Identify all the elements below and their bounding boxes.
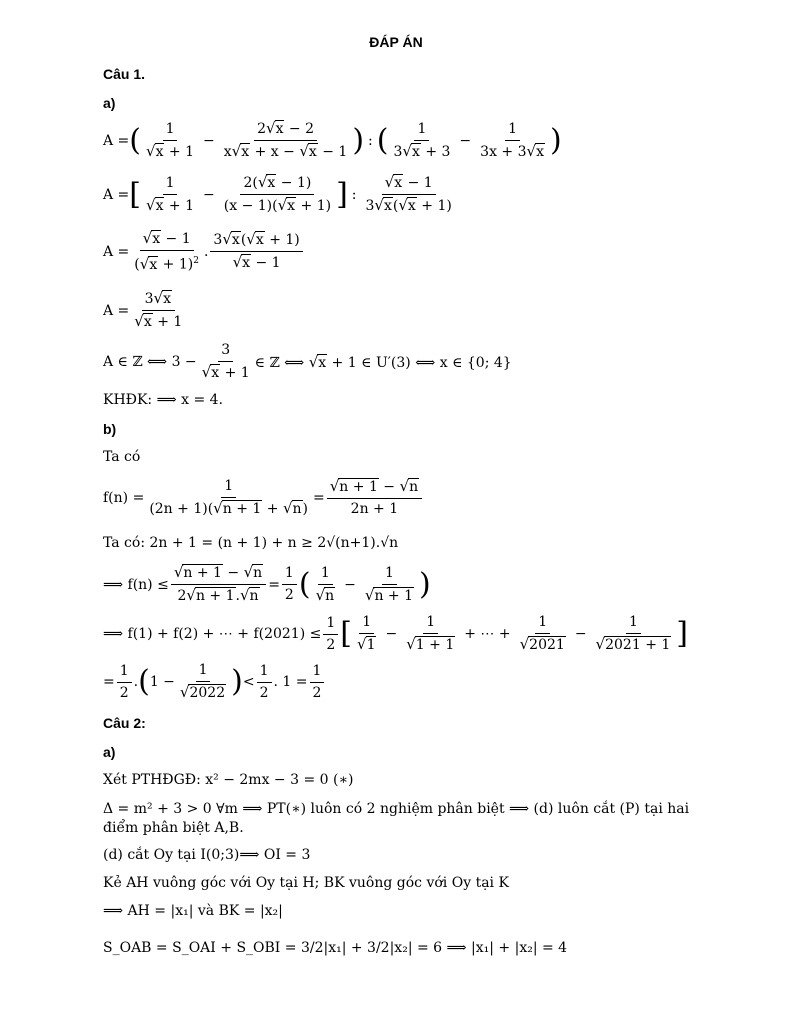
equation-a-step-2: A = [ 1 √ x + 1 − 2( √ x − 1) (x − 1)( √ x + 1) ] : √ x − 1 3 √ x ( √ x + 1) <box>103 173 452 214</box>
ta-co-inequality: Ta có: 2n + 1 = (n + 1) + n ≥ 2√(n+1).√n <box>103 535 399 551</box>
question-1-part-b: b) <box>103 421 117 437</box>
equation-a-result: A = 3 √ x √ x + 1 <box>103 289 183 330</box>
pthdgd-line: Xét PTHĐGĐ: x² − 2mx − 3 = 0 (∗) <box>103 772 354 788</box>
perpendicular-line: Kẻ AH vuông góc với Oy tại H; BK vuông góc với Oy tại K <box>103 875 509 891</box>
question-1-heading: Câu 1. <box>103 66 146 82</box>
equation-fn: f(n) = 1 (2n + 1)( √ n + 1 + √ n ) = √ n + 1 − √ n 2n + 1 <box>103 478 424 518</box>
equation-a-integer-condition: A ∈ ℤ ⟺ 3 − 3 √ x + 1 ∈ ℤ ⟺ √ x + 1 ∈ U′(3) ⟺ x ∈ {0; 4} <box>103 342 512 381</box>
ah-bk-line: ⟹ AH = |x₁| và BK = |x₂| <box>103 903 283 919</box>
equation-sum-bound: ⟹ f(1) + f(2) + ⋯ + f(2021) ≤ $\frac{1}{2}$ [ 1 √ 1 − 1 √ 1 + 1 + ⋯ + 1 √ 2021 − 1 √ 2021 + 1 ] <box>103 614 688 653</box>
question-1-part-a: a) <box>103 95 116 111</box>
area-equation: S_OAB = S_OAI + S_OBI = 3/2|x₁| + 3/2|x₂| = 6 ⟹ |x₁| + |x₂| = 4 <box>103 940 568 956</box>
page-title: ĐÁP ÁN <box>369 34 423 50</box>
delta-paragraph: Δ = m² + 3 > 0 ∀m ⟹ PT(∗) luôn có 2 nghiệm phân biệt ⟹ (d) luôn cắt (P) tại hai điểm phân biệt A,B. <box>103 801 690 836</box>
equation-a-definition: A = ( 1 √ x + 1 − 2 √ x − 2 x √ x + x − √ x − 1 ) : ( 1 3 √ x + 3 − 1 3x + 3 √ x ) <box>103 119 562 160</box>
question-2-heading: Câu 2: <box>103 715 146 731</box>
equation-fn-bound: ⟹ f(n) ≤ √ n + 1 − √ n 2 √ n + 1 . √ n = $\frac{1}{2}$ ( 1 √ n − 1 √ n + 1 ) <box>103 563 431 604</box>
question-2-part-a: a) <box>103 744 116 760</box>
khdk-line: KHĐK: ⟹ x = 4. <box>103 392 223 408</box>
equation-final-result: = $\frac{1}{2}$ . ( 1 − 1 √ 2022 ) < $\frac{1}{2}$ . 1 = $\frac{1}{2}$ <box>103 662 326 702</box>
cut-oy-line: (d) cắt Oy tại I(0;3)⟹ OI = 3 <box>103 847 311 863</box>
equation-a-step-3: A = √ x − 1 ( √ x + 1)$^2$ . 3 √ x ( √ x + 1) √ x − 1 <box>103 230 305 274</box>
ta-co-label: Ta có <box>103 449 141 465</box>
